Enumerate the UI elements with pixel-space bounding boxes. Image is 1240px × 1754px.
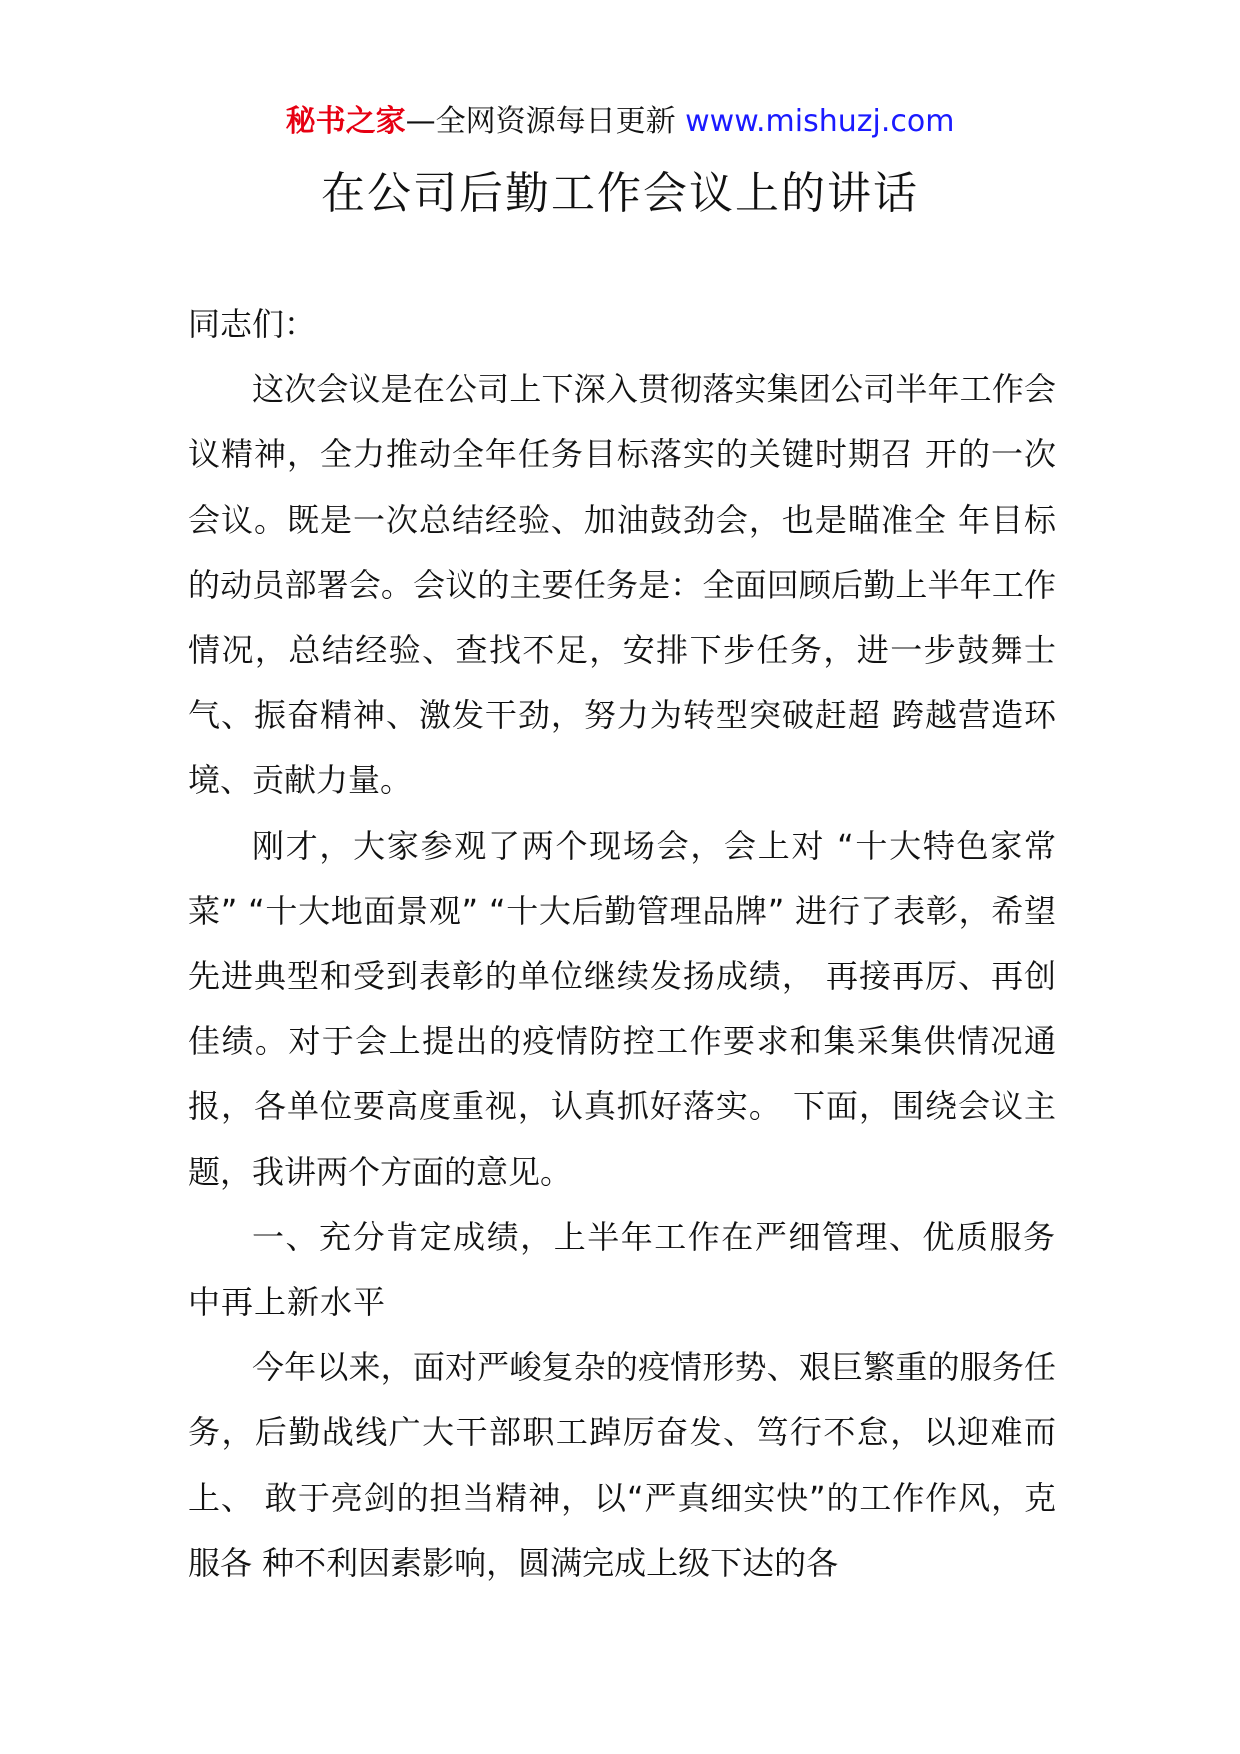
document-body bbox=[188, 292, 1056, 1596]
site-header bbox=[0, 100, 1240, 144]
section-heading: 一、充分肯定成绩，上半年工作在严细管理、优质服务中再上新水平 bbox=[188, 1217, 1056, 1322]
paragraph-recap: 刚才，大家参观了两个现场会，会上对 “十大特色家常菜” “十大地面景观” “十大后勤管理品牌” 进行了表彰，希望先进典型和受到表彰的单位继续发扬成绩， 再接再厉、再创佳绩。对于会上提出的疫情防控工作要求和集采集供情况通报，各单位要高度重视，认真抓好落实。 下面，围绕会议主题，我讲两个方面的意见。 bbox=[188, 826, 1056, 1191]
paragraph-intro: 这次会议是在公司上下深入贯彻落实集团公司半年工作会议精神，全力推动全年任务目标落实的关键时期召 开的一次会议。既是一次总结经验、加油鼓劲会，也是瞄准全 年目标的动员部署会。会议的主要任务是：全面回顾后勤上半年工作情况，总结经验、查找不足，安排下步任务，进一步鼓舞士气、振奋精神、激发干劲，努力为转型突破赶超 跨越营造环境、贡献力量。 bbox=[188, 370, 1056, 800]
site-slogan: —全网资源每日更新 bbox=[405, 104, 686, 139]
salutation: 同志们： bbox=[188, 305, 317, 343]
document-title: 在公司后勤工作会议上的讲话 bbox=[321, 168, 919, 219]
site-url[interactable]: www.mishuzj.com bbox=[685, 104, 955, 139]
section-paragraph: 今年以来，面对严峻复杂的疫情形势、艰巨繁重的服务任务，后勤战线广大干部职工踔厉奋发、笃行不怠，以迎难而上、 敢于亮剑的担当精神，以“严真细实快”的工作作风，克服各 种不利因素影响，圆满完成上级下达的各 bbox=[188, 1348, 1056, 1582]
brand-name: 秘书之家 bbox=[285, 104, 406, 139]
